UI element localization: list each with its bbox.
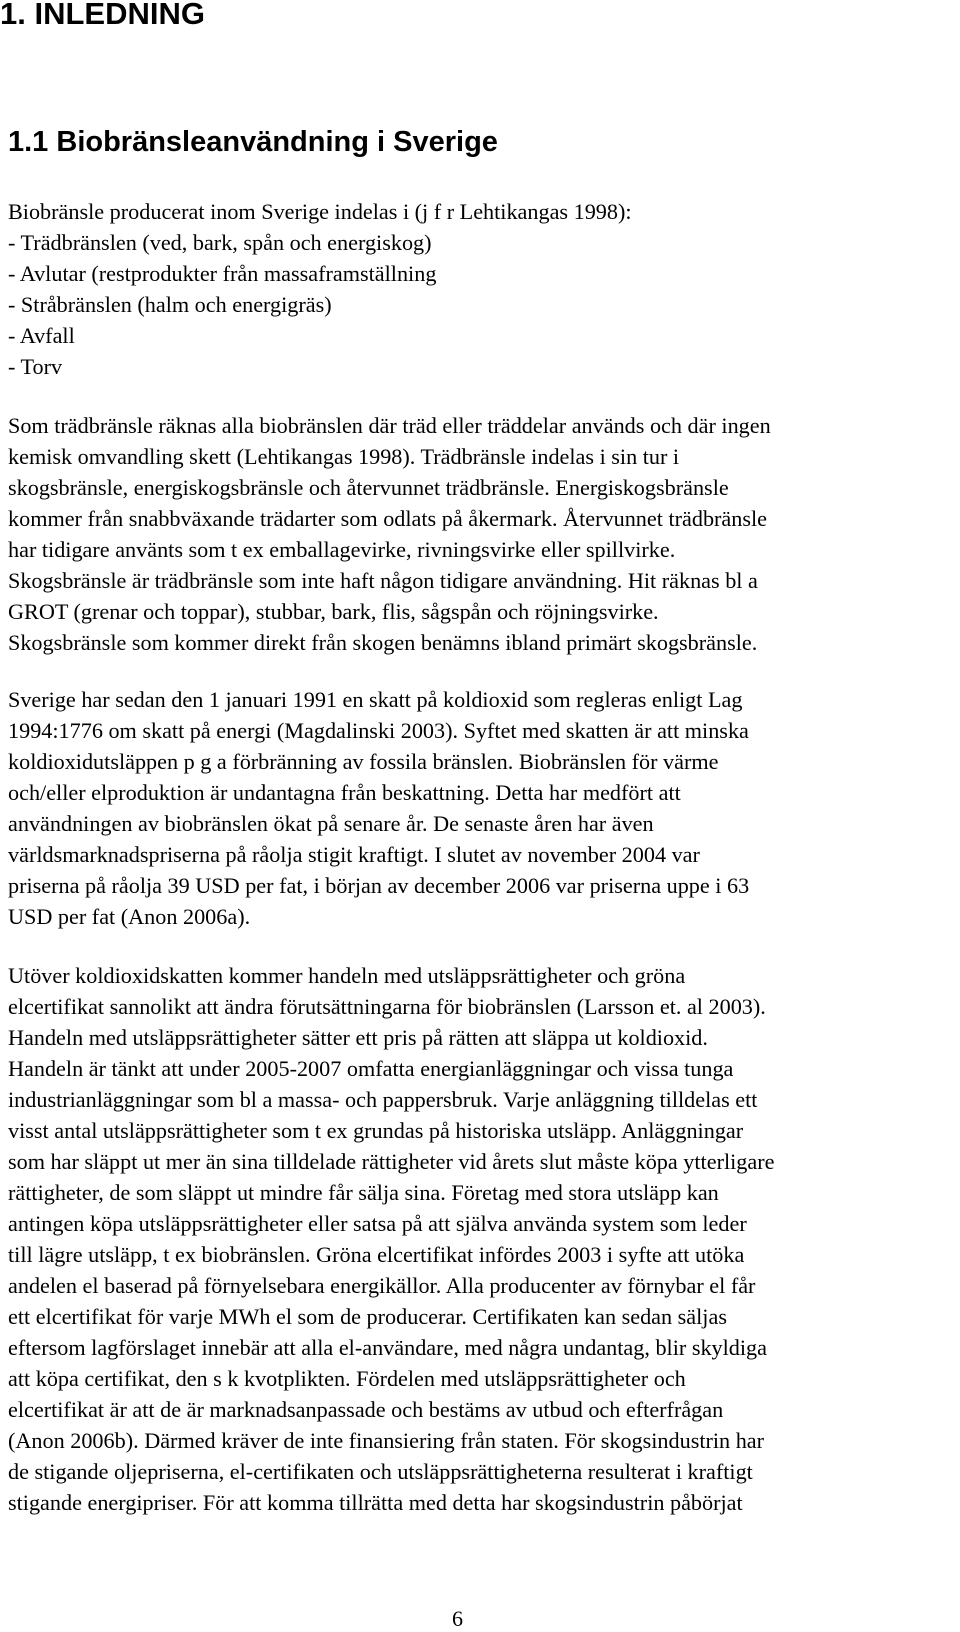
chapter-heading: 1. INLEDNING [0,0,205,31]
paragraph-line: antingen köpa utsläppsrättigheter eller satsa på att själva använda system som leder [8,1211,747,1236]
page-number: 6 [452,1606,463,1631]
list-intro-line: Biobränsle producerat inom Sverige indelas i (j f r Lehtikangas 1998): [8,199,632,224]
paragraph-line: andelen el baserad på förnyelsebara energikällor. Alla producenter av förnybar el får [8,1273,756,1298]
paragraph-line: har tidigare använts som t ex emballagevirke, rivningsvirke eller spillvirke. [8,537,676,562]
paragraph-line: världsmarknadspriserna på råolja stigit kraftigt. I slutet av november 2004 var [8,842,700,867]
paragraph-line: koldioxidutsläppen p g a förbränning av fossila bränslen. Biobränslen för värme [8,749,719,774]
paragraph-line: ett elcertifikat för varje MWh el som de producerar. Certifikaten kan sedan säljas [8,1304,727,1329]
paragraph-line: Handeln är tänkt att under 2005-2007 omfatta energianläggningar och vissa tunga [8,1056,734,1081]
paragraph-line: priserna på råolja 39 USD per fat, i början av december 2006 var priserna uppe i 63 [8,873,750,898]
list-item: - Torv [8,354,63,379]
paragraph-line: Utöver koldioxidskatten kommer handeln med utsläppsrättigheter och gröna [8,963,686,988]
paragraph-line: Skogsbränsle som kommer direkt från skogen benämns ibland primärt skogsbränsle. [8,630,758,655]
paragraph-line: kemisk omvandling skett (Lehtikangas 1998). Trädbränsle indelas i sin tur i [8,444,680,469]
paragraph-line: de stigande oljepriserna, el-certifikaten och utsläppsrättigheterna resulterat i kraftigt [8,1459,753,1484]
paragraph-line: kommer från snabbväxande trädarter som odlats på åkermark. Återvunnet trädbränsle [8,506,768,531]
paragraph-line: som har släppt ut mer än sina tilldelade rättigheter vid årets slut måste köpa ytterligare [8,1149,775,1174]
paragraph-line: GROT (grenar och toppar), stubbar, bark, flis, sågspån och röjningsvirke. [8,599,659,624]
paragraph-line: (Anon 2006b). Därmed kräver de inte finansiering från staten. För skogsindustrin har [8,1428,765,1453]
paragraph-line: till lägre utsläpp, t ex biobränslen. Gröna elcertifikat infördes 2003 i syfte att utöka [8,1242,745,1267]
paragraph-line: eftersom lagförslaget innebär att alla el-användare, med några undantag, blir skyldiga [8,1335,768,1360]
list-item: - Trädbränslen (ved, bark, spån och energiskog) [8,230,432,255]
paragraph-line: 1994:1776 om skatt på energi (Magdalinski 2003). Syftet med skatten är att minska [8,718,749,743]
paragraph-line: att köpa certifikat, den s k kvotplikten. Fördelen med utsläppsrättigheter och [8,1366,686,1391]
paragraph-line: industrianläggningar som bl a massa- och pappersbruk. Varje anläggning tilldelas ett [8,1087,758,1112]
paragraph-line: Handeln med utsläppsrättigheter sätter ett pris på rätten att släppa ut koldioxid. [8,1025,708,1050]
paragraph-line: Skogsbränsle är trädbränsle som inte haft någon tidigare användning. Hit räknas bl a [8,568,758,593]
paragraph-line: och/eller elproduktion är undantagna från beskattning. Detta har medfört att [8,780,681,805]
paragraph-line: Sverige har sedan den 1 januari 1991 en skatt på koldioxid som regleras enligt Lag [8,687,743,712]
paragraph-line: stigande energipriser. För att komma tillrätta med detta har skogsindustrin påbörjat [8,1490,743,1515]
paragraph-line: skogsbränsle, energiskogsbränsle och återvunnet trädbränsle. Energiskogsbränsle [8,475,729,500]
paragraph-line: USD per fat (Anon 2006a). [8,904,251,929]
list-item: - Stråbränslen (halm och energigräs) [8,292,332,317]
paragraph-line: användningen av biobränslen ökat på senare år. De senaste åren har även [8,811,654,836]
paragraph-line: Som trädbränsle räknas alla biobränslen där träd eller träddelar används och där ingen [8,413,771,438]
paragraph-line: rättigheter, de som släppt ut mindre får sälja sina. Företag med stora utsläpp kan [8,1180,719,1205]
list-item: - Avlutar (restprodukter från massaframställning [8,261,437,286]
paragraph-line: visst antal utsläppsrättigheter som t ex grundas på historiska utsläpp. Anläggningar [8,1118,744,1143]
paragraph-line: elcertifikat sannolikt att ändra förutsättningarna för biobränslen (Larsson et. al 2003). [8,994,766,1019]
paragraph-line: elcertifikat är att de är marknadsanpassade och bestäms av utbud och efterfrågan [8,1397,724,1422]
list-item: - Avfall [8,323,75,348]
section-heading: 1.1 Biobränsleanvändning i Sverige [8,126,498,158]
